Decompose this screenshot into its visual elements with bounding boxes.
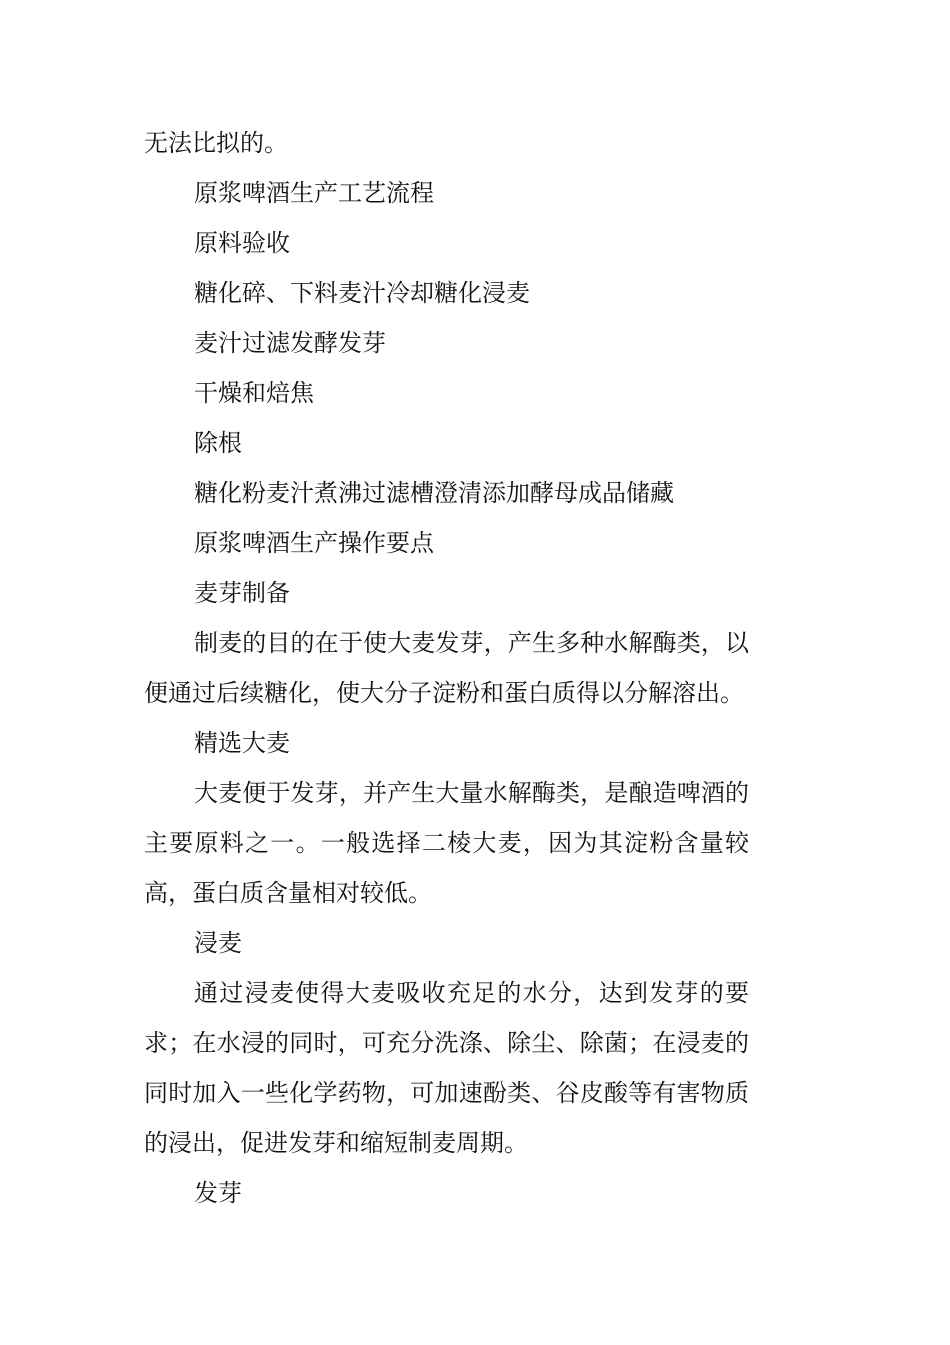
section-heading-germination: 发芽 [194,1179,242,1207]
section-heading-barley-selection: 精选大麦 [194,729,290,757]
flow-step: 糖化粉麦汁煮沸过滤槽澄清添加酵母成品储藏 [194,479,674,507]
paragraph-steeping: 通过浸麦使得大麦吸收充足的水分，达到发芽的要求；在水浸的同时，可充分洗涤、除尘、除菌；在浸麦的同时加入一些化学药物，可加速酚类、谷皮酸等有害物质的浸出，促进发芽和缩短制麦周期。 [144,979,749,1157]
flow-step: 除根 [194,429,242,457]
document-body [144,118,749,1218]
heading-process-flow: 原浆啤酒生产工艺流程 [194,179,434,207]
paragraph-barley: 大麦便于发芽，并产生大量水解酶类，是酿造啤酒的主要原料之一。一般选择二棱大麦，因为其淀粉含量较高，蛋白质含量相对较低。 [144,779,749,907]
paragraph-malting-purpose: 制麦的目的在于使大麦发芽，产生多种水解酶类，以便通过后续糖化，使大分子淀粉和蛋白质得以分解溶出。 [144,629,749,707]
section-heading-malt-preparation: 麦芽制备 [194,579,290,607]
flow-step: 糖化碎、下料麦汁冷却糖化浸麦 [194,279,530,307]
paragraph-continuation: 无法比拟的。 [144,129,288,157]
flow-step: 干燥和焙焦 [194,379,314,407]
heading-operation-points: 原浆啤酒生产操作要点 [194,529,434,557]
flow-step: 麦汁过滤发酵发芽 [194,329,386,357]
section-heading-steeping: 浸麦 [194,929,242,957]
flow-step: 原料验收 [194,229,290,257]
